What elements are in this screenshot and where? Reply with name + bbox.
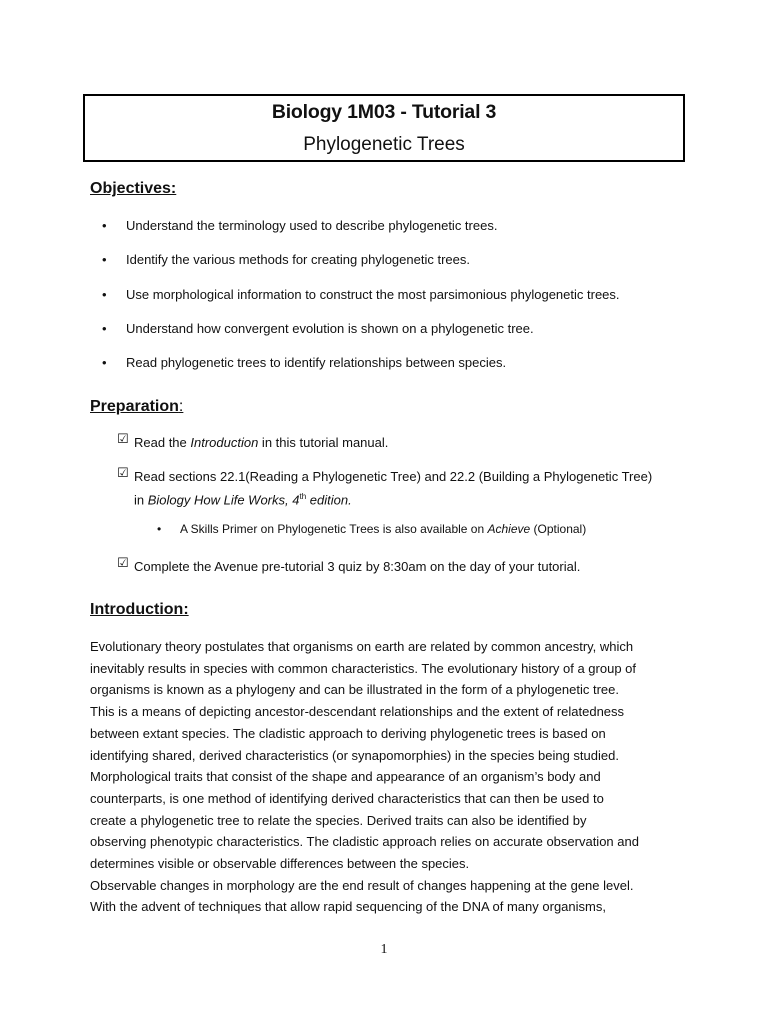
bullet-icon: • — [102, 218, 107, 233]
superscript-text: th — [299, 492, 307, 501]
checklist-item-text — [134, 433, 694, 453]
italic-text: , 4 — [285, 492, 300, 508]
text-span: Read sections 22.1(Reading a Phylogenetic Tree) and 22.2 (Building a Phylogenetic Tree) — [134, 469, 653, 484]
text-span: Read the — [134, 435, 191, 450]
preparation-heading-colon: : — [178, 398, 184, 415]
list-item-text: Read phylogenetic trees to identify relationships between species. — [126, 355, 507, 370]
paragraph-line: Evolutionary theory postulates that organisms on earth are related by common ancestry, which — [90, 639, 634, 654]
bullet-icon: • — [102, 321, 107, 336]
list-item-text: Understand how convergent evolution is shown on a phylogenetic tree. — [126, 321, 534, 336]
paragraph-line: counterparts, is one method of identifying derived characteristics that can then be used to — [90, 790, 604, 806]
paragraph-line: identifying shared, derived characteristics (or synapomorphies) in the species being studied. — [90, 747, 619, 763]
page-number: 1 — [380, 942, 388, 957]
checkbox-icon: ☑ — [117, 556, 129, 571]
paragraph-line: This is a means of depicting ancestor-descendant relationships and the extent of relatedness — [90, 704, 625, 720]
paragraph-line: observing phenotypic characteristics. The cladistic approach relies on accurate observation and — [90, 834, 639, 850]
italic-text: edition. — [306, 492, 352, 508]
preparation-heading — [90, 398, 183, 416]
italic-text: Achieve — [487, 522, 531, 536]
sub-list-item-text — [180, 522, 586, 536]
preparation-heading-text: Preparation — [90, 398, 179, 415]
bullet-icon: • — [157, 522, 162, 536]
document-subtitle: Phylogenetic Trees — [303, 134, 465, 155]
checkbox-icon: ☑ — [117, 432, 129, 447]
list-item-text: Understand the terminology used to describe phylogenetic trees. — [126, 218, 498, 233]
introduction-heading: Introduction: — [90, 601, 189, 618]
introduction-paragraph — [90, 636, 690, 918]
checklist-item-text — [134, 467, 694, 510]
paragraph-line: inevitably results in species with common characteristics. The evolutionary history of a group of — [90, 660, 637, 676]
paragraph-line: determines visible or observable differences between the species. — [90, 856, 470, 872]
bullet-icon: • — [102, 287, 107, 302]
paragraph-line: With the advent of techniques that allow rapid sequencing of the DNA of many organisms, — [90, 899, 606, 915]
paragraph-line: organisms is known as a phylogeny and can be illustrated in the form of a phylogenetic tree. — [90, 682, 619, 698]
objectives-heading: Objectives: — [90, 180, 177, 197]
bullet-icon: • — [102, 252, 107, 267]
italic-text: Biology How Life Works — [147, 492, 286, 508]
text-span: (Optional) — [530, 522, 587, 536]
paragraph-line: Morphological traits that consist of the shape and appearance of an organism’s body and — [90, 769, 601, 785]
italic-text: Introduction — [190, 435, 259, 450]
list-item-text: Identify the various methods for creating phylogenetic trees. — [126, 252, 470, 267]
bullet-icon: • — [102, 355, 107, 370]
document-title: Biology 1M03 - Tutorial 3 — [271, 101, 497, 123]
checkbox-icon: ☑ — [117, 466, 129, 481]
text-span: A Skills Primer on Phylogenetic Trees is also available on — [180, 522, 488, 536]
text-span: in — [134, 492, 148, 508]
paragraph-line: Observable changes in morphology are the end result of changes happening at the gene level. — [90, 877, 634, 893]
paragraph-line: create a phylogenetic tree to relate the species. Derived traits can also be identified by — [90, 812, 587, 828]
text-span: in this tutorial manual. — [258, 435, 389, 450]
checklist-item-text: Complete the Avenue pre-tutorial 3 quiz by 8:30am on the day of your tutorial. — [134, 559, 581, 574]
title-box — [83, 94, 685, 162]
list-item-text: Use morphological information to construct the most parsimonious phylogenetic trees. — [126, 287, 620, 302]
paragraph-line: between extant species. The cladistic approach to deriving phylogenetic trees is based on — [90, 725, 606, 741]
